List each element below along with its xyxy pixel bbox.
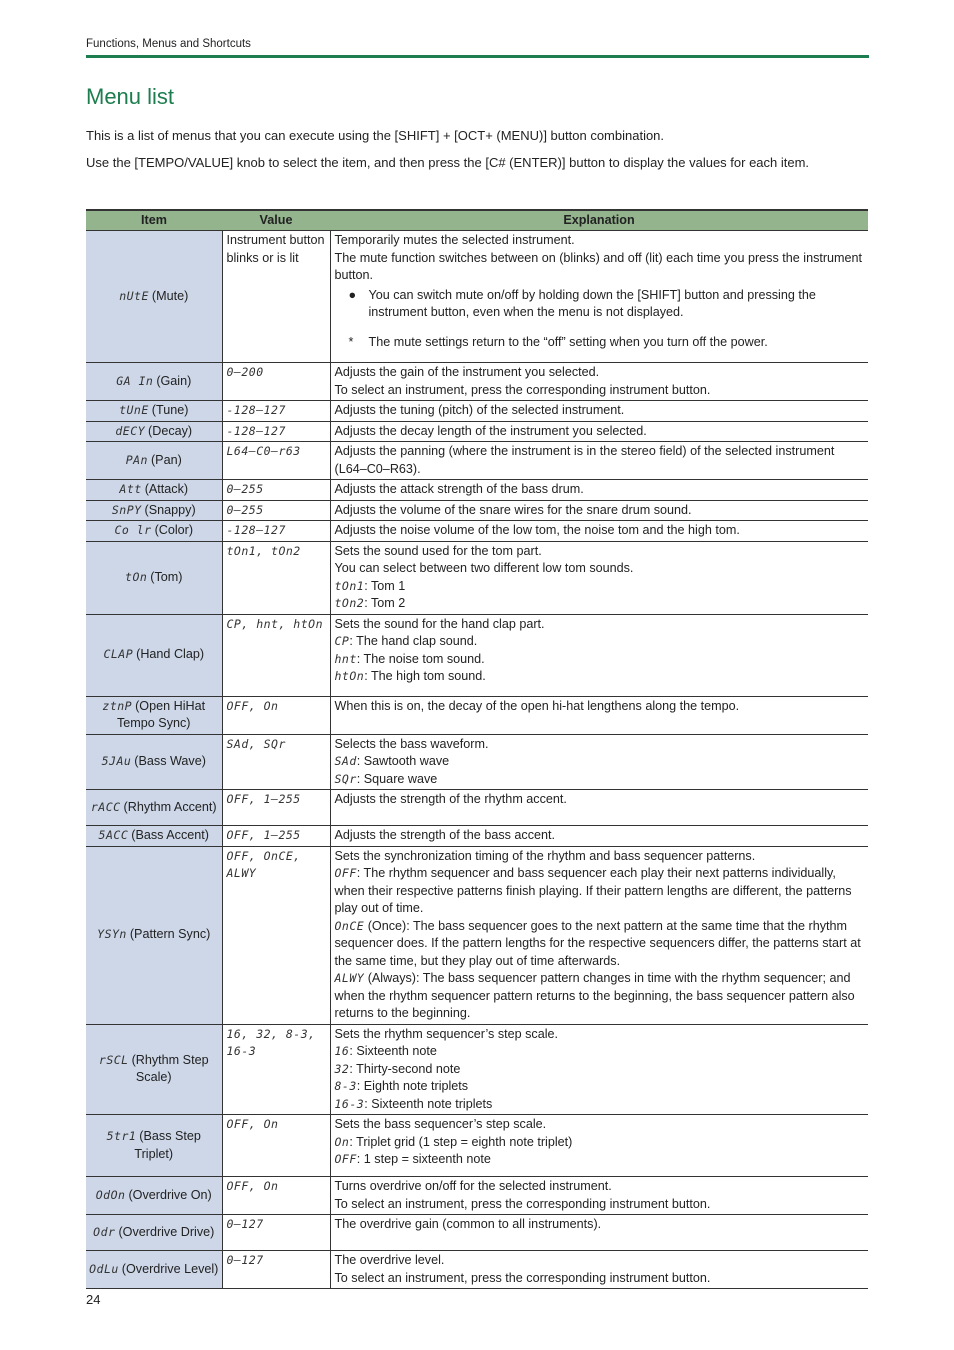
value-cell — [222, 363, 330, 401]
option-code: 16-3 — [334, 1096, 365, 1111]
option-text: : Tom 2 — [364, 596, 406, 610]
option-text: : 1 step = sixteenth note — [356, 1152, 491, 1166]
page-title: Menu list — [86, 84, 175, 109]
item-display-code: 5tr1 — [106, 1129, 137, 1143]
explanation-cell — [330, 363, 868, 401]
option-code: On — [334, 1134, 350, 1149]
value-range: -128–127 — [226, 523, 286, 537]
option-code: OnCE — [334, 918, 365, 933]
value-cell — [222, 521, 330, 542]
explanation-line: Adjusts the noise volume of the low tom, the noise tom and the high tom. — [334, 523, 740, 537]
item-name: (Rhythm Accent) — [123, 799, 217, 814]
explanation-line: When this is on, the decay of the open hi-hat lengthens along the tempo. — [334, 698, 740, 713]
explanation-cell — [330, 790, 868, 826]
option-text: (Once): The bass sequencer goes to the next pattern at the same time that the rhythm sequencer does. If the pattern lengths for the respective sequencers differ, the patterns start at the same time, but they play out of time afterwards. — [334, 918, 861, 968]
option-code: 16 — [334, 1044, 350, 1058]
table-row — [86, 846, 868, 1024]
item-display-code: 5ACC — [98, 828, 129, 842]
item-name: (Snappy) — [144, 502, 196, 517]
option-line — [335, 918, 865, 971]
option-code: tOn1 — [334, 578, 365, 593]
option-code: hnt — [334, 651, 357, 666]
item-cell — [86, 500, 222, 521]
explanation-cell — [330, 1251, 868, 1289]
item-name: (Overdrive Level) — [121, 1261, 219, 1276]
item-name: (Bass Step Triplet) — [134, 1129, 201, 1161]
item-cell — [86, 826, 222, 847]
value-range: CP, hnt, htOn — [226, 616, 324, 631]
item-name: (Overdrive On) — [128, 1187, 212, 1202]
item-name: (Bass Accent) — [131, 828, 209, 842]
table-row — [86, 1215, 868, 1251]
item-display-code: SnPY — [111, 502, 142, 517]
menu-list-table — [86, 209, 868, 1289]
option-line — [335, 970, 865, 1023]
item-cell — [86, 1024, 222, 1115]
explanation-line: To select an instrument, press the corresponding instrument button. — [334, 382, 711, 397]
item-cell — [86, 846, 222, 1024]
value-cell — [222, 696, 330, 734]
item-display-code: dECY — [115, 423, 146, 438]
table-row — [86, 521, 868, 542]
option-code: SAd — [334, 754, 357, 768]
bullet-item — [335, 287, 865, 322]
value-cell — [222, 1177, 330, 1215]
value-range: 0–255 — [226, 502, 264, 517]
bullet-text: You can switch mute on/off by holding down the [SHIFT] button and pressing the instrument button, even when the menu is not displayed. — [368, 287, 816, 319]
item-name: (Bass Wave) — [134, 754, 206, 768]
value-range: Instrument button blinks or is lit — [226, 233, 325, 265]
explanation-cell — [330, 401, 868, 422]
value-range: 16, 32, 8-3, 16-3 — [226, 1026, 316, 1058]
table-row — [86, 500, 868, 521]
option-text: : Square wave — [356, 771, 438, 786]
item-display-code: Odr — [93, 1224, 116, 1239]
item-name: (Rhythm Step Scale) — [131, 1052, 209, 1085]
item-cell — [86, 1115, 222, 1177]
explanation-line: Turns overdrive on/off for the selected instrument. — [334, 1179, 612, 1193]
item-cell — [86, 696, 222, 734]
explanation-line: The overdrive level. — [334, 1253, 445, 1267]
option-code: CP — [334, 634, 350, 648]
option-line — [335, 578, 865, 596]
option-line — [335, 651, 865, 669]
explanation-cell — [330, 1024, 868, 1115]
item-display-code: 5JAu — [101, 754, 132, 768]
explanation-line: To select an instrument, press the corresponding instrument button. — [334, 1270, 711, 1285]
value-range: -128–127 — [226, 423, 286, 438]
explanation-cell — [330, 846, 868, 1024]
option-text: : Sawtooth wave — [356, 754, 450, 768]
header-rule — [86, 55, 869, 58]
value-range: OFF, On — [226, 1179, 279, 1193]
value-cell — [222, 790, 330, 826]
header-section-label: Functions, Menus and Shortcuts — [86, 38, 251, 50]
table-row — [86, 1024, 868, 1115]
option-line — [335, 1078, 865, 1096]
item-cell — [86, 363, 222, 401]
option-line — [335, 668, 865, 686]
item-name: (Overdrive Drive) — [118, 1224, 215, 1239]
value-cell — [222, 734, 330, 790]
value-range: 0–200 — [226, 365, 264, 379]
item-name: (Color) — [154, 523, 194, 537]
item-display-code: ztnP — [102, 698, 133, 713]
option-text: : Sixteenth note — [349, 1044, 437, 1058]
item-cell — [86, 614, 222, 696]
explanation-line: Adjusts the panning (where the instrument is in the stereo field) of the selected instrument (L64–C0–R63). — [334, 444, 835, 476]
value-range: OFF, On — [226, 1117, 279, 1131]
note-item — [335, 334, 865, 352]
explanation-line: Sets the bass sequencer’s step scale. — [334, 1117, 547, 1131]
option-code: tOn2 — [334, 596, 365, 610]
table-row — [86, 231, 868, 363]
intro-paragraph-2: Use the [TEMPO/VALUE] knob to select the item, and then press the [C# (ENTER)] button to display the values for each item. — [86, 155, 810, 170]
value-range: 0–255 — [226, 482, 264, 496]
explanation-cell — [330, 1177, 868, 1215]
item-cell — [86, 421, 222, 442]
option-line — [335, 595, 865, 613]
explanation-cell — [330, 1115, 868, 1177]
table-row — [86, 1115, 868, 1177]
item-display-code: OdOn — [95, 1187, 126, 1202]
value-cell — [222, 1024, 330, 1115]
table-row — [86, 442, 868, 480]
explanation-line: Sets the synchronization timing of the rhythm and bass sequencer patterns. — [334, 848, 756, 863]
item-cell — [86, 734, 222, 790]
page-number: 24 — [86, 1292, 101, 1307]
item-name: (Decay) — [148, 423, 193, 438]
table-row — [86, 790, 868, 826]
option-line — [335, 1043, 865, 1061]
explanation-cell — [330, 421, 868, 442]
value-cell — [222, 1251, 330, 1289]
value-cell — [222, 541, 330, 614]
option-text: : Tom 1 — [364, 578, 406, 593]
option-line — [335, 753, 865, 771]
item-display-code: OdLu — [89, 1261, 119, 1276]
table-row — [86, 614, 868, 696]
explanation-line: Temporarily mutes the selected instrument. — [334, 233, 575, 247]
option-line — [335, 633, 865, 651]
value-cell — [222, 826, 330, 847]
item-name: (Gain) — [156, 373, 192, 388]
value-range: OFF, 1–255 — [226, 792, 301, 806]
item-name: (Mute) — [151, 288, 189, 303]
item-cell — [86, 1177, 222, 1215]
table-row — [86, 363, 868, 401]
table-row — [86, 421, 868, 442]
item-display-code: GA In — [116, 373, 154, 388]
option-code: OFF — [334, 1152, 357, 1166]
item-name: (Pan) — [150, 452, 182, 467]
option-text: : Eighth note triplets — [356, 1079, 469, 1093]
explanation-line: Sets the sound used for the tom part. — [334, 543, 542, 558]
explanation-cell — [330, 696, 868, 734]
option-text: : The hand clap sound. — [349, 634, 478, 648]
item-cell — [86, 401, 222, 422]
option-code: SQr — [334, 771, 357, 786]
table-row — [86, 826, 868, 847]
item-display-code: YSYn — [97, 927, 127, 942]
value-cell — [222, 1215, 330, 1251]
explanation-cell — [330, 826, 868, 847]
option-code: 8-3 — [334, 1079, 357, 1093]
option-code: OFF — [334, 866, 357, 880]
item-display-code: Att — [119, 482, 142, 496]
value-cell — [222, 401, 330, 422]
explanation-cell — [330, 500, 868, 521]
column-header-value: Value — [222, 210, 330, 231]
table-header-row — [86, 210, 868, 231]
explanation-line: Adjusts the strength of the bass accent. — [334, 828, 556, 842]
column-header-item: Item — [86, 210, 222, 231]
item-name: (Tom) — [150, 569, 183, 584]
value-range: L64–C0–r63 — [226, 444, 301, 458]
option-line — [335, 1134, 865, 1152]
item-display-code: tUnE — [119, 403, 149, 417]
asterisk-icon: * — [348, 334, 354, 349]
value-range: -128–127 — [226, 403, 286, 417]
value-range: OFF, 1–255 — [226, 828, 301, 842]
value-cell — [222, 442, 330, 480]
explanation-cell — [330, 521, 868, 542]
value-cell — [222, 421, 330, 442]
explanation-line: Adjusts the decay length of the instrument you selected. — [334, 423, 647, 438]
value-range: OFF, On — [226, 698, 279, 713]
value-cell — [222, 480, 330, 501]
value-cell — [222, 614, 330, 696]
value-cell — [222, 846, 330, 1024]
item-cell — [86, 442, 222, 480]
explanation-line: Adjusts the tuning (pitch) of the selected instrument. — [334, 403, 625, 417]
option-text: : The noise tom sound. — [356, 651, 485, 666]
item-cell — [86, 541, 222, 614]
item-cell — [86, 1215, 222, 1251]
option-line — [335, 1151, 865, 1169]
item-display-code: rACC — [90, 799, 121, 814]
option-code: htOn — [334, 669, 365, 683]
item-name: (Tune) — [151, 403, 189, 417]
bullet-icon: ● — [348, 287, 357, 302]
option-line — [335, 865, 865, 918]
column-header-explanation: Explanation — [330, 210, 868, 231]
table-row — [86, 696, 868, 734]
item-cell — [86, 480, 222, 501]
explanation-line: To select an instrument, press the corresponding instrument button. — [334, 1196, 711, 1211]
value-range: SAd, SQr — [226, 736, 286, 751]
option-code: ALWY — [334, 971, 365, 985]
item-cell — [86, 231, 222, 363]
option-text: : Triplet grid (1 step = eighth note triplet) — [349, 1134, 573, 1149]
table-row — [86, 541, 868, 614]
explanation-cell — [330, 442, 868, 480]
explanation-line: Adjusts the gain of the instrument you selected. — [334, 365, 600, 379]
item-display-code: tOn — [125, 569, 148, 584]
explanation-cell — [330, 614, 868, 696]
option-line — [335, 771, 865, 789]
value-range: tOn1, tOn2 — [226, 543, 301, 558]
value-cell — [222, 500, 330, 521]
explanation-line: The overdrive gain (common to all instruments). — [334, 1217, 602, 1231]
explanation-line: Adjusts the attack strength of the bass drum. — [334, 482, 584, 496]
explanation-cell — [330, 480, 868, 501]
option-code: 32 — [334, 1061, 350, 1076]
option-text: : Thirty-second note — [349, 1061, 461, 1076]
explanation-line: Adjusts the volume of the snare wires for the snare drum sound. — [334, 502, 692, 517]
item-name: (Pattern Sync) — [129, 927, 211, 942]
explanation-line: You can select between two different low tom sounds. — [334, 561, 634, 575]
note-text: The mute settings return to the “off” setting when you turn off the power. — [368, 334, 768, 349]
explanation-cell — [330, 1215, 868, 1251]
item-name: (Open HiHat Tempo Sync) — [117, 698, 206, 730]
explanation-line: The mute function switches between on (blinks) and off (lit) each time you press the instrument button. — [334, 250, 863, 282]
explanation-line: Sets the sound for the hand clap part. — [334, 616, 545, 631]
option-text: (Always): The bass sequencer pattern changes in time with the rhythm sequencer; and when the rhythm sequencer pattern returns to the beginning, the bass sequencer pattern also returns to the beginning. — [334, 971, 855, 1020]
option-line — [335, 1061, 865, 1079]
option-text: : The rhythm sequencer and bass sequencer each play their next patterns individually, when their respective patterns finish playing. If their pattern lengths are different, the patterns play out of time. — [334, 866, 852, 915]
item-display-code: Co lr — [114, 523, 152, 537]
table-row — [86, 1177, 868, 1215]
table-row — [86, 1251, 868, 1289]
intro-paragraph-1: This is a list of menus that you can execute using the [SHIFT] + [OCT+ (MENU)] button combination. — [86, 128, 665, 143]
item-cell — [86, 790, 222, 826]
item-display-code: CLAP — [103, 647, 134, 662]
explanation-cell — [330, 734, 868, 790]
table-row — [86, 401, 868, 422]
explanation-line: Selects the bass waveform. — [334, 736, 489, 751]
table-row — [86, 480, 868, 501]
value-cell — [222, 231, 330, 363]
table-row — [86, 734, 868, 790]
value-range: 0–127 — [226, 1253, 264, 1267]
option-text: : The high tom sound. — [364, 669, 486, 683]
option-line — [335, 1096, 865, 1114]
item-display-code: PAn — [125, 452, 148, 467]
item-display-code: nUtE — [119, 288, 149, 303]
item-name: (Hand Clap) — [136, 647, 205, 662]
option-text: : Sixteenth note triplets — [364, 1096, 493, 1111]
value-range: OFF, OnCE, ALWY — [226, 848, 301, 880]
item-cell — [86, 1251, 222, 1289]
item-display-code: rSCL — [98, 1052, 129, 1067]
explanation-line: Sets the rhythm sequencer’s step scale. — [334, 1026, 559, 1041]
explanation-line: Adjusts the strength of the rhythm accent. — [334, 792, 567, 806]
item-cell — [86, 521, 222, 542]
item-name: (Attack) — [144, 482, 189, 496]
value-cell — [222, 1115, 330, 1177]
explanation-cell — [330, 541, 868, 614]
explanation-cell — [330, 231, 868, 363]
value-range: 0–127 — [226, 1217, 264, 1231]
